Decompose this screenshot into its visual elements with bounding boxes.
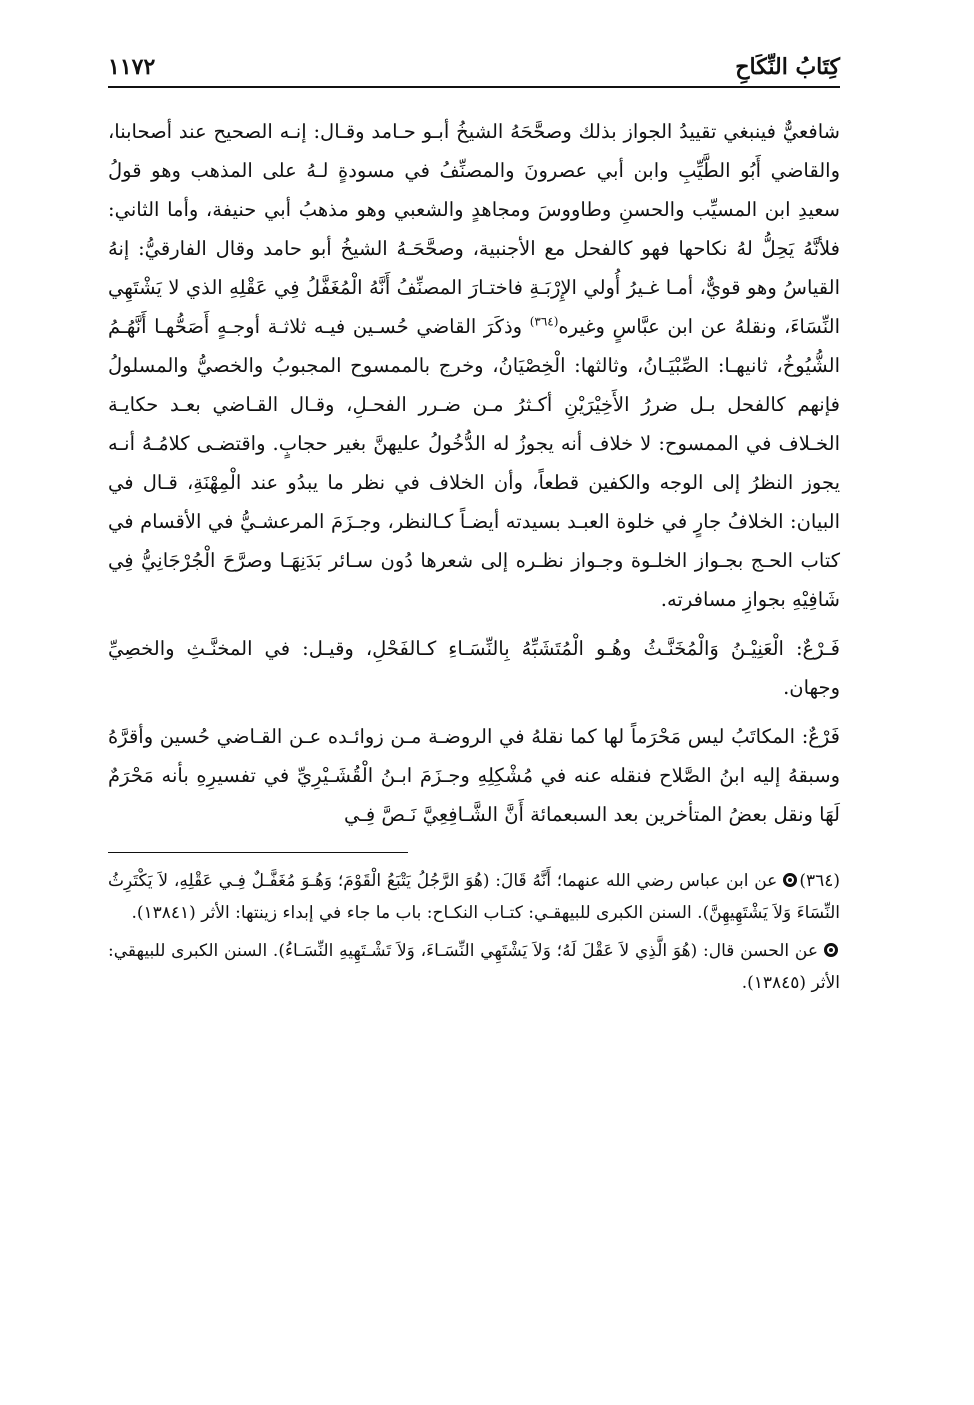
paragraph-3-text: فَرْعٌ: المكاتَبُ ليس مَحْرَماً لها كما نقلهُ في الروضـة مـن زوائـده عـن القـاضي حُسين وأقرَّهُ وسبقهُ إليه ابنُ الصَّلاح فنقله عنه في مُشْكِلِهِ وجـزَمَ ابـنُ الْقُشَـيْرِيِّ في تفسيرِهِ بأنه مَحْرَمٌ لَهَا ونقل بعضُ المتأخرين بعد السبعمائة أَنَّ الشَّـافِعِيَّ نَـصَّ فِـي bbox=[108, 725, 840, 826]
footnote-divider bbox=[108, 852, 408, 853]
footnote-text: عن الحسن قال: (هُوَ الَّذِي لاَ عَقْلَ لَهُ؛ وَلاَ يَشْتَهِي النِّسَـاءَ، وَلاَ تَشْـتَهِيهِ النِّسَـاءُ). السنن الكبرى للبيهقي: الأثر (١٣٨٤٥). bbox=[108, 941, 840, 993]
footnote-text: عن ابن عباس رضي الله عنهما؛ أَنَّهُ قَالَ: (هُوَ الرَّجُلُ يَتْبَعُ الْقَوْمَ؛ وَهُـوَ مُغَفَّـلٌ فِـي عَقْلِهِ، لاَ يَكْتَرِثُ النِّسَاءَ وَلاَ يَشْتَهِيهِنَّ). السنن الكبرى للبيهقـي: كتـاب النكـاح: باب ما جاء في إبداء زينتها: الأثر (١٣٨٤١). bbox=[108, 871, 840, 923]
footnote-item bbox=[108, 935, 840, 999]
running-header bbox=[108, 52, 840, 88]
page-number: ١١٧٢ bbox=[108, 54, 156, 80]
paragraph-1-text-continued: وذكَرَ القاضي حُسـين فيـه ثلاثـة أوجـهٍ أَصَحُّهـا أَنَّهُـمُ الشُّيُوخُ، ثانيهـا: الصِّبْيَـانُ، وثالثها: الْخِصْيَانُ، وخرج بالممسوح المجبوبُ والخصيُّ والمسلولُ فإنهم كالفحل بـل ضررُ الأَخِيْرَيْنِ أكـثرُ مـن ضـرر الفحـلِ، وقـال القـاضي بعـد حكايـة الخـلاف في الممسوح: لا خلاف أنه يجوزُ له الدُّخُولُ عليهنَّ بغير حجابٍ. واقتضـى كلامُـهُ أنـه يجوز النظرُ إلى الوجه والكفين قطعاً، وأن الخلاف في نظر ما يبدُو عند الْمِهْنَةِ، قـال في البيان: الخلافُ جارٍ في خلوة العبـد بسيدته أيضـاً كـالنظر، وجـزَمَ المرعشـيُّ في الأقسام في كتاب الحـج بجـواز الخلـوة وجـواز نظـره إلى شعرها دُون سـائر بَدَنِهَـا وصرَّحَ الْجُرْجَانِيُّ فِي شَافِيْهِ بجوازِ مسافرته. bbox=[108, 315, 840, 611]
paragraph-3 bbox=[108, 717, 840, 834]
book-title: كِتَابُ النِّكَاحِ bbox=[735, 54, 840, 80]
footnotes bbox=[108, 865, 840, 999]
footnote-number: (٣٦٤) bbox=[799, 871, 840, 891]
bullet-icon bbox=[783, 873, 797, 887]
book-page bbox=[108, 52, 840, 1372]
paragraph-1-text: شافعيٌّ فينبغي تقييدُ الجواز بذلك وصحَّحَهُ الشيخُ أبـو حـامد وقـال: إنـه الصحيح عند أصحابنا، والقاضي أَبُو الطَّيِّبِ وابن أبي عصرونَ والمصنِّفُ في مسودةٍ لـهُ على المذهب وهو قولُ سعيدِ ابن المسيِّب والحسنِ وطاووسَ ومجاهدٍ والشعبي وهو مذهبُ أبي حنيفة، وأما الثاني: فلأنَّهُ يَحِلُّ لهُ نكاحها فهو كالفحل مع الأجنبية، وصحَّحَـهُ الشيخُ أبو حامد وقال الفارقيُّ: إنهُ القياسُ وهو قويٌّ، أمـا غـيرُ أُولي الإِرْبَـةِ فاختـارَ المصنِّفُ أَنَّهُ الْمُغَفَّلُ فِي عَقْلِهِ الذي لا يَشْتَهِي النِّسَاءَ، ونقلهُ عن ابن عبَّاسٍ وغيره bbox=[108, 120, 841, 338]
footnote-reference: (٣٦٤) bbox=[529, 314, 559, 329]
paragraph-2-text: فَـرْعٌ: الْعَنِيْـنُ وَالْمُخَنَّـثُ وهُـو الْمُتَشَبِّهُ بِالنِّسَـاءِ كـالفَحْلِ، وقيـل: في المخنَّـثِ والخصِيِّ وجهان. bbox=[108, 637, 840, 699]
bullet-icon bbox=[824, 943, 838, 957]
paragraph-2 bbox=[108, 629, 840, 707]
footnote-item bbox=[108, 865, 840, 929]
paragraph-1 bbox=[108, 112, 840, 619]
main-text bbox=[108, 112, 840, 834]
